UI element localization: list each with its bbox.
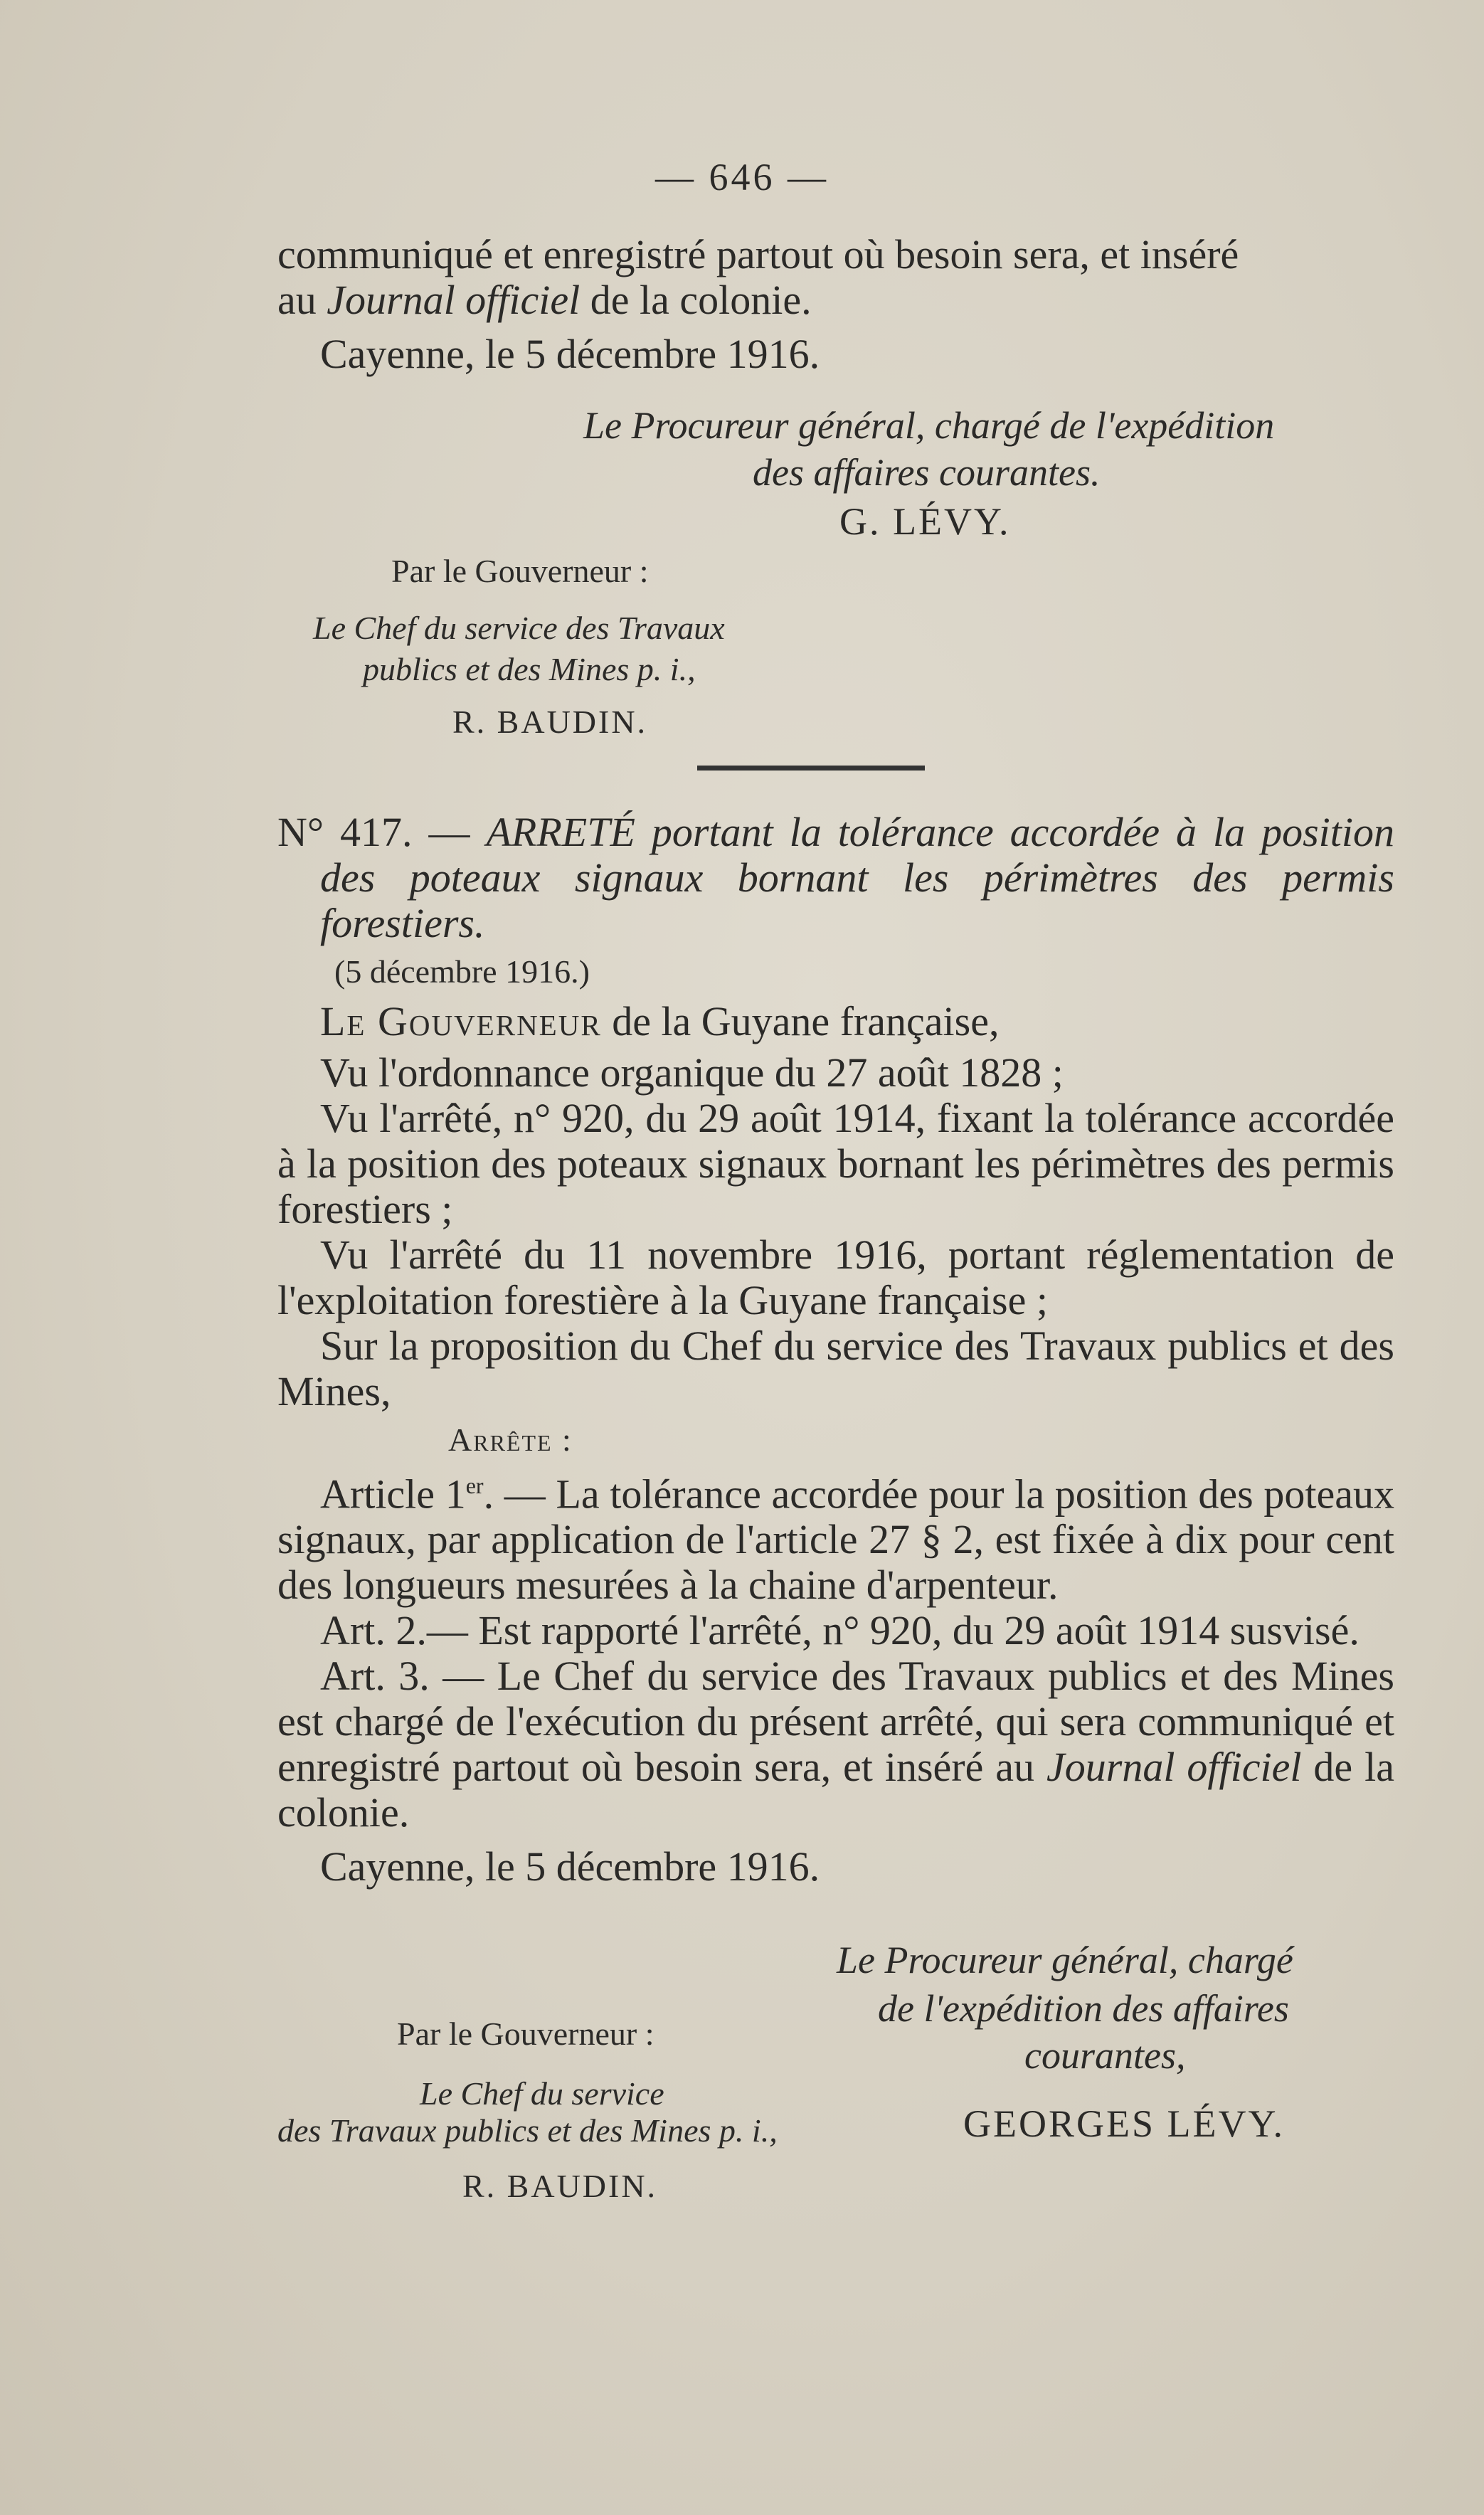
continuation-line-2: au Journal officiel de la colonie.	[277, 277, 812, 323]
closing-date: Cayenne, le 5 décembre 1916.	[320, 1843, 820, 1890]
article-1: Article 1er. — La tolérance accordée pour la position des poteaux signaux, par application de l'article 27 § 2, est fixée à dix pour cent des longueurs mesurées à la chaine d'arpenteur.	[277, 1471, 1394, 1609]
arrete-heading-rest: portant la tolérance accordée à la position des poteaux signaux bornant les périmètres des permis forestiers.	[320, 809, 1394, 946]
top-signatory-title-2: des affaires courantes.	[753, 451, 1101, 494]
journal-title: Journal officiel	[1046, 1744, 1302, 1791]
right-signatory-title-2: de l'expédition des affaires	[878, 1987, 1289, 2030]
arrete-417	[277, 810, 1394, 1890]
top-chef-title-1: Le Chef du service des Travaux	[313, 610, 725, 646]
page-number: — 646 —	[655, 156, 829, 198]
arrete-number: N° 417.	[277, 809, 413, 855]
left-chef-title-2: des Travaux publics et des Mines p. i.,	[277, 2112, 778, 2149]
continuation-text	[277, 232, 1394, 377]
section-divider	[697, 766, 925, 771]
left-chef-name: R. BAUDIN.	[462, 2168, 658, 2204]
arrete-heading: N° 417. — ARRETÉ portant la tolérance accordée à la position des poteaux signaux bornant les périmètres des permis forestiers.	[277, 809, 1394, 946]
right-signatory-title-1: Le Procureur général, chargé	[837, 1939, 1293, 1981]
gouverneur-smallcaps: Le Gouverneur	[320, 998, 602, 1044]
article-3: Art. 3. — Le Chef du service des Travaux publics et des Mines est chargé de l'exécution du présent arrêté, qui sera communiqué et enregistré partout où besoin sera, et inséré au Journal officiel de la colonie.	[277, 1653, 1394, 1836]
top-gouverneur-label: Par le Gouverneur :	[391, 553, 649, 589]
left-chef-title-1: Le Chef du service	[420, 2075, 664, 2112]
arrete-date: (5 décembre 1916.)	[334, 953, 590, 990]
arrete-label: Arrête :	[448, 1421, 573, 1458]
vu-arrete-920: Vu l'arrêté, n° 920, du 29 août 1914, fixant la tolérance accordée à la position des poteaux signaux bornant les périmètres des permis forestiers ;	[277, 1095, 1394, 1232]
journal-title: Journal officiel	[327, 277, 581, 323]
article-2: Art. 2.— Est rapporté l'arrêté, n° 920, du 29 août 1914 susvisé.	[320, 1607, 1360, 1654]
top-signatory-title-1: Le Procureur général, chargé de l'expédition	[583, 404, 1275, 447]
right-signatory-title-3: courantes,	[1024, 2034, 1186, 2077]
top-signatory-name: G. LÉVY.	[839, 500, 1011, 543]
vu-ordonnance: Vu l'ordonnance organique du 27 août 1828 ;	[320, 1049, 1064, 1096]
top-date: Cayenne, le 5 décembre 1916.	[320, 331, 820, 377]
vu-arrete-11-novembre: Vu l'arrêté du 11 novembre 1916, portant réglementation de l'exploitation forestière à la Guyane française ;	[277, 1232, 1394, 1323]
top-chef-title-2: publics et des Mines p. i.,	[363, 651, 696, 687]
sur-la-proposition: Sur la proposition du Chef du service des Travaux publics et des Mines,	[277, 1323, 1394, 1414]
arrete-heading-word: ARRETÉ	[486, 809, 635, 855]
right-signatory-name: GEORGES LÉVY.	[963, 2102, 1286, 2145]
top-chef-name: R. BAUDIN.	[452, 704, 648, 740]
continuation-line-1: communiqué et enregistré partout où besoin sera, et inséré	[277, 231, 1239, 277]
gouverneur-line: Le Gouverneur de la Guyane française,	[320, 998, 1000, 1044]
left-gouverneur-label: Par le Gouverneur :	[397, 2016, 654, 2052]
